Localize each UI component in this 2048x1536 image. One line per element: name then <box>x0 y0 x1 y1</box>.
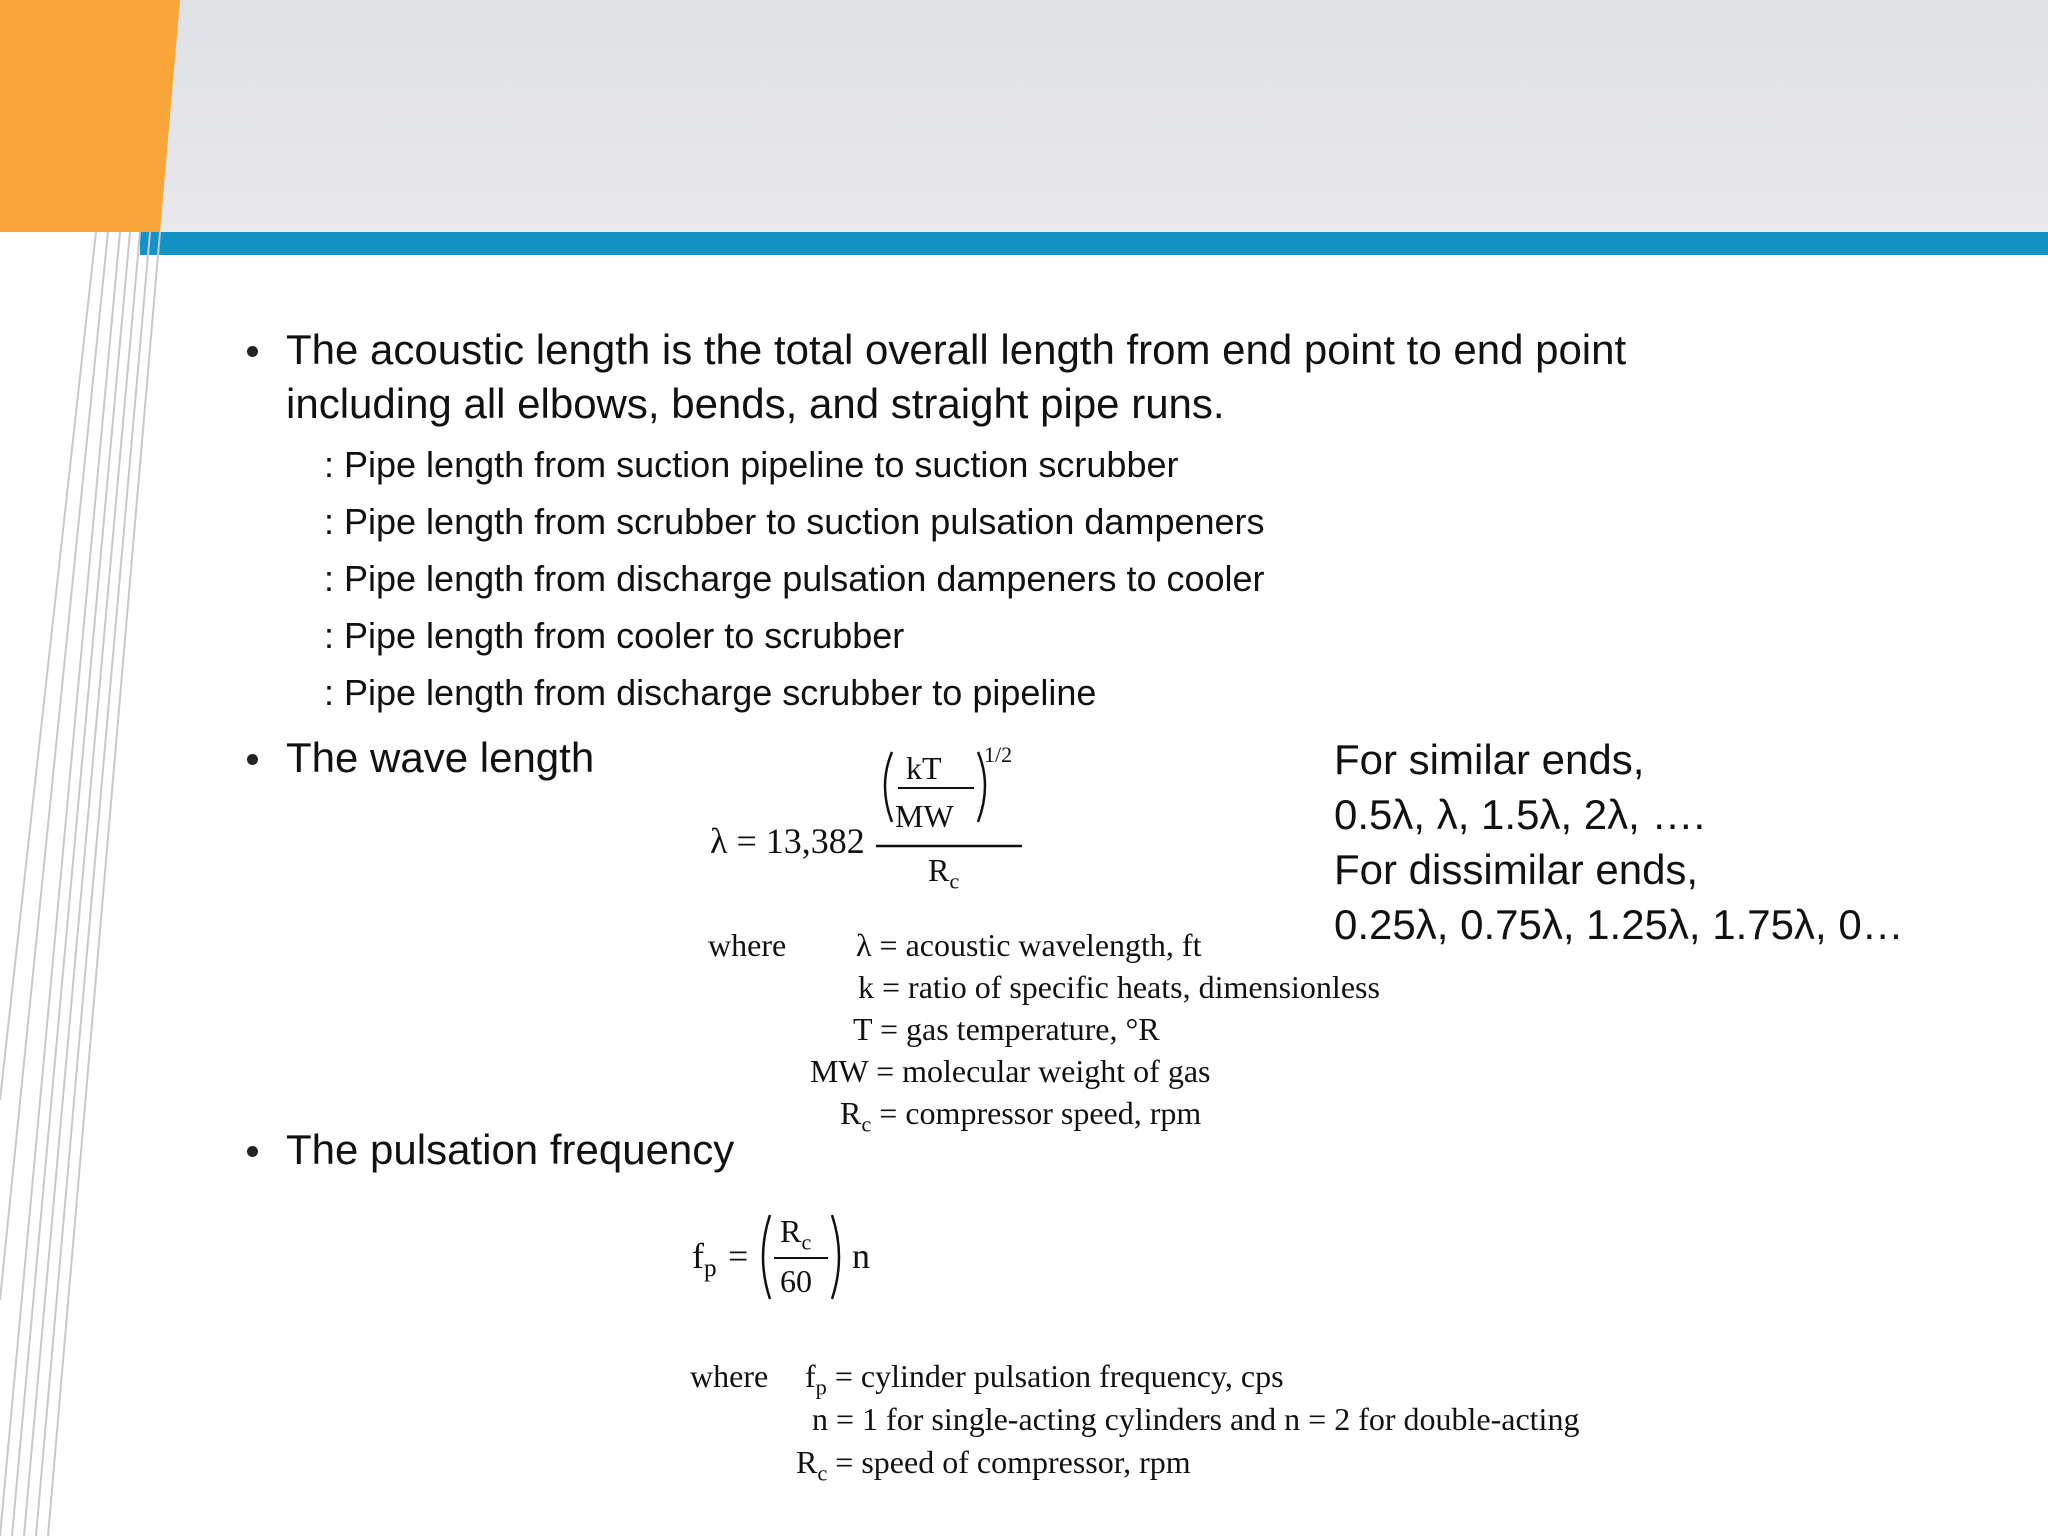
frequency-multiplier: n <box>852 1236 870 1276</box>
wavelength-num-top: kT <box>906 750 942 786</box>
wavelength-exponent: 1/2 <box>984 742 1013 767</box>
wavelength-denominator: $R_c$ <box>928 852 960 894</box>
similar-ends-values: 0.5λ, λ, 1.5λ, 2λ, …. <box>1334 791 1706 838</box>
bullet-dot <box>247 754 258 765</box>
dissimilar-ends-values: 0.25λ, 0.75λ, 1.25λ, 1.75λ, 0… <box>1334 901 1904 948</box>
frequency-def-rc: $R_c$ = speed of compressor, rpm <box>796 1444 1191 1486</box>
wavelength-equation <box>700 740 1040 900</box>
acoustic-length-line-2: including all elbows, bends, and straight pipe runs. <box>286 380 1225 427</box>
frequency-where: where <box>690 1358 769 1394</box>
decorative-stripes <box>0 0 200 1536</box>
dissimilar-ends-label: For dissimilar ends, <box>1334 846 1699 893</box>
frequency-equals: = <box>728 1236 749 1276</box>
wavelength-def-k: k = ratio of specific heats, dimensionless <box>858 969 1380 1005</box>
frequency-def-fp: $f_p$ = cylinder pulsation frequency, cps <box>805 1358 1284 1400</box>
wave-length-label: The wave length <box>286 734 595 781</box>
wavelength-lhs: λ = 13,382 <box>710 821 865 861</box>
similar-ends-label: For similar ends, <box>1334 736 1645 783</box>
orange-corner <box>0 0 180 232</box>
bullet-dot <box>247 1146 258 1157</box>
pipe-length-item: : Pipe length from suction pipeline to suction scrubber <box>324 444 1179 485</box>
acoustic-length-line-1: The acoustic length is the total overall length from end point to end point <box>286 326 1627 373</box>
pipe-length-item: : Pipe length from discharge scrubber to pipeline <box>324 672 1097 713</box>
pipe-length-item: : Pipe length from scrubber to suction pulsation dampeners <box>324 501 1265 542</box>
pipe-length-item: : Pipe length from cooler to scrubber <box>324 615 905 656</box>
wavelength-where: where <box>708 927 787 963</box>
frequency-def-n: n = 1 for single-acting cylinders and n = 2 for double-acting <box>812 1401 1580 1437</box>
frequency-numerator: $R_c$ <box>780 1213 812 1255</box>
frequency-denominator: 60 <box>780 1263 812 1299</box>
frequency-lhs: $f_p$ <box>692 1236 717 1283</box>
pipe-length-item: : Pipe length from discharge pulsation dampeners to cooler <box>324 558 1265 599</box>
pulsation-frequency-label: The pulsation frequency <box>286 1126 735 1173</box>
wavelength-def-mw: MW = molecular weight of gas <box>810 1053 1211 1089</box>
frequency-equation <box>690 1205 890 1315</box>
wavelength-def-t: T = gas temperature, °R <box>853 1011 1160 1047</box>
wavelength-def-lambda: λ = acoustic wavelength, ft <box>856 927 1202 963</box>
slide-header-band <box>0 0 2048 232</box>
wavelength-num-bottom: MW <box>895 798 954 834</box>
bullet-dot <box>247 346 258 357</box>
header-blue-bar <box>140 232 2048 255</box>
wavelength-def-rc: $R_c$ = compressor speed, rpm <box>840 1095 1202 1137</box>
